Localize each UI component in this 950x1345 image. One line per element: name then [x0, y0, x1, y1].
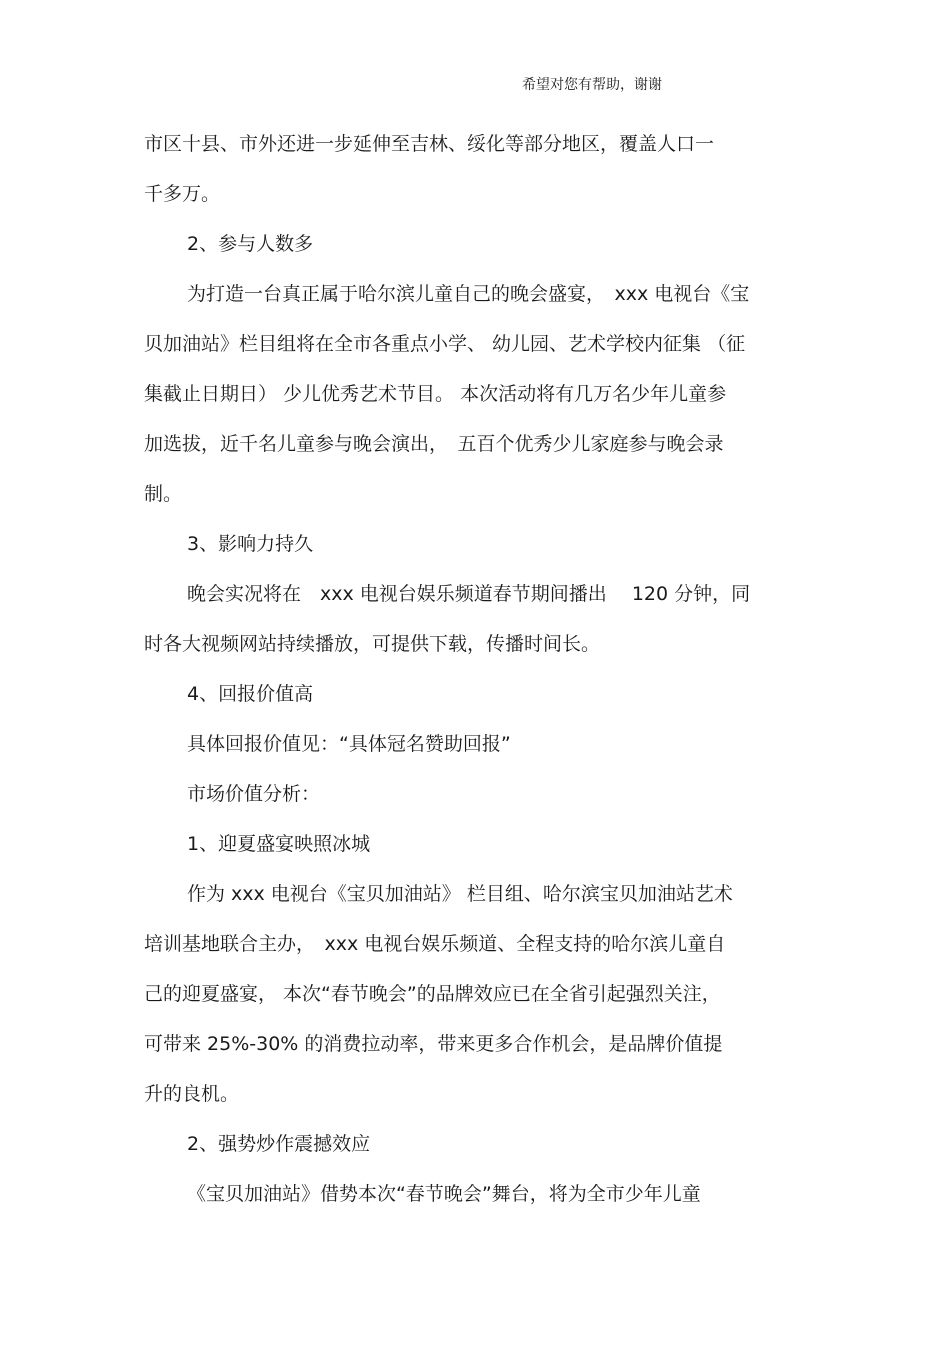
- body-line: 己的迎夏盛宴， 本次“春节晚会”的品牌效应已在全省引起强烈关注，: [144, 983, 721, 1005]
- section-heading: 3、影响力持久: [187, 533, 314, 555]
- body-line: 作为 xxx 电视台《宝贝加油站》 栏目组、哈尔滨宝贝加油站艺术: [187, 883, 733, 905]
- body-line: 为打造一台真正属于哈尔滨儿童自己的晚会盛宴， xxx 电视台《宝: [187, 283, 750, 305]
- body-line: 时各大视频网站持续播放，可提供下载，传播时间长。: [144, 633, 601, 655]
- section-heading: 市场价值分析：: [187, 783, 321, 805]
- body-line: 贝加油站》栏目组将在全市各重点小学、 幼儿园、艺术学校内征集 （征: [144, 333, 746, 355]
- section-heading: 1、迎夏盛宴映照冰城: [187, 833, 371, 855]
- body-line: 制。: [144, 483, 183, 505]
- body-line: 培训基地联合主办， xxx 电视台娱乐频道、全程支持的哈尔滨儿童自: [144, 933, 726, 955]
- body-line: 千多万。: [144, 183, 221, 205]
- body-line: 升的良机。: [144, 1083, 240, 1105]
- body-line: 《宝贝加油站》借势本次“春节晚会”舞台，将为全市少年儿童: [187, 1183, 701, 1205]
- body-line: 可带来 25%-30% 的消费拉动率，带来更多合作机会，是品牌价值提: [144, 1033, 723, 1055]
- body-line: 晚会实况将在 xxx 电视台娱乐频道春节期间播出 120 分钟，同: [187, 583, 751, 605]
- section-heading: 4、回报价值高: [187, 683, 314, 705]
- body-line: 加选拔，近千名儿童参与晚会演出， 五百个优秀少儿家庭参与晚会录: [144, 433, 724, 455]
- body-line: 集截止日期日） 少儿优秀艺术节目。 本次活动将有几万名少年儿童参: [144, 383, 727, 405]
- body-line: 具体回报价值见：“具体冠名赞助回报”: [187, 733, 511, 755]
- page-header: 希望对您有帮助，谢谢: [522, 77, 662, 93]
- section-heading: 2、强势炒作震撼效应: [187, 1133, 371, 1155]
- body-line: 市区十县、市外还进一步延伸至吉林、绥化等部分地区，覆盖人口一: [144, 133, 715, 155]
- section-heading: 2、参与人数多: [187, 233, 314, 255]
